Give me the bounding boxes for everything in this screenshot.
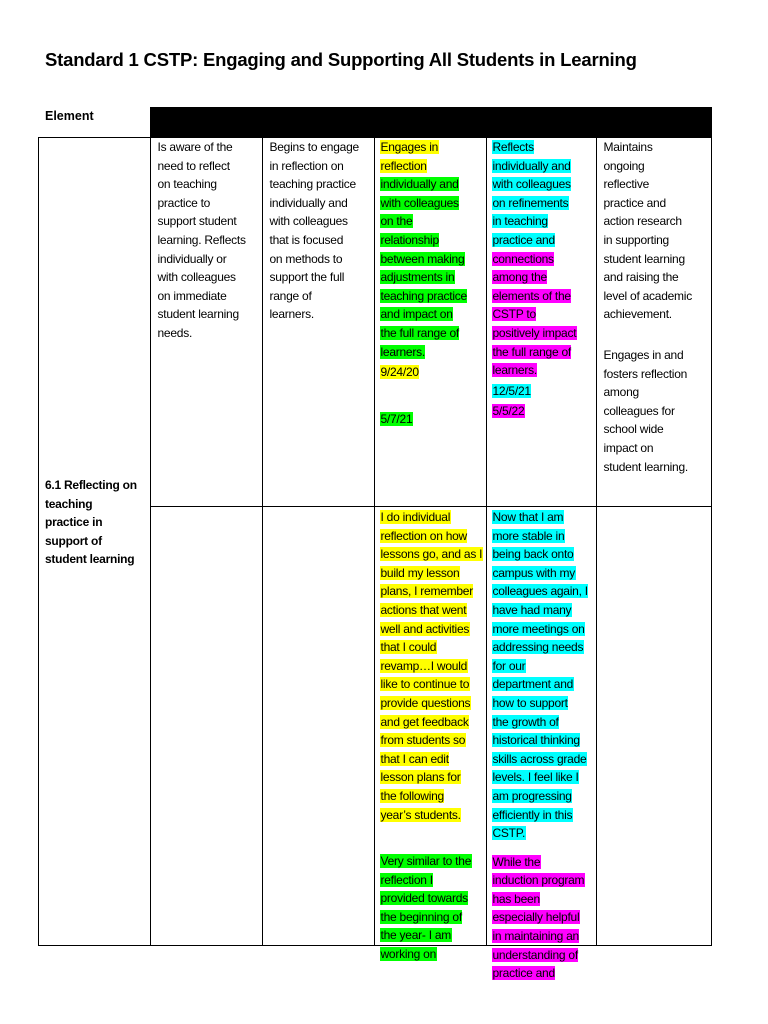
cyan-highlighted-text: on refinements: [492, 195, 569, 210]
text-line: [492, 601, 595, 620]
text-line: [492, 324, 595, 343]
text-line: [380, 787, 485, 806]
text-line: [380, 410, 485, 429]
green-highlighted-text: individually and: [380, 177, 459, 192]
text-line: [380, 157, 485, 176]
text-line: [492, 194, 595, 213]
text-line: [380, 638, 485, 657]
cell-text: range of: [269, 288, 312, 303]
text-line: [492, 175, 595, 194]
cell-text: learners.: [269, 307, 314, 322]
yellow-highlighted-text: reflection: [380, 158, 427, 173]
text-line: [603, 157, 710, 176]
text-line: [603, 194, 710, 213]
text-line: [380, 657, 485, 676]
cell-text: impact on: [603, 440, 654, 455]
text-line: [380, 138, 485, 157]
column-divider: [596, 137, 597, 946]
cell-text: with colleagues: [157, 270, 236, 285]
cyan-highlighted-text: skills across grade: [492, 751, 587, 766]
text-line: [603, 212, 710, 231]
text-line: [492, 620, 595, 639]
text-line: [380, 926, 485, 945]
cell-text: practice to: [157, 195, 211, 210]
text-line: [380, 750, 485, 769]
text-line: [380, 194, 485, 213]
green-highlighted-text: relationship: [380, 232, 439, 247]
green-highlighted-text: Very similar to the: [380, 854, 472, 869]
text-line: [492, 927, 595, 946]
green-highlighted-text: provided towards: [380, 891, 468, 906]
text-line: [492, 946, 595, 965]
text-line: [492, 287, 595, 306]
cell-text: that is focused: [269, 232, 344, 247]
text-line: [380, 713, 485, 732]
text-line: [492, 212, 595, 231]
text-line: [492, 713, 595, 732]
text-line: [603, 268, 710, 287]
yellow-highlighted-text: lessons go, and as I: [380, 547, 483, 562]
cyan-highlighted-text: addressing needs: [492, 640, 584, 655]
cyan-highlighted-text: practice and: [492, 232, 555, 247]
cell-text: student learning: [603, 251, 685, 266]
element-column-header: Element: [45, 109, 94, 123]
cyan-highlighted-text: levels. I feel like I: [492, 770, 579, 785]
text-line: [492, 343, 595, 362]
text-line: [492, 508, 595, 527]
cell-text: Engages in and: [603, 347, 684, 362]
text-line: [157, 305, 261, 324]
text-line: [492, 305, 595, 324]
cell-text: level of academic: [603, 288, 692, 303]
cyan-highlighted-text: in teaching: [492, 214, 548, 229]
text-line: [492, 806, 595, 825]
yellow-highlighted-text: that I can edit: [380, 751, 449, 766]
text-block: [492, 853, 595, 983]
text-line: [380, 231, 485, 250]
text-line: [603, 231, 710, 250]
text-line: [269, 287, 373, 306]
text-line: [380, 545, 485, 564]
level-4-evidence-cell: [492, 508, 595, 983]
element-label-line: student learning: [45, 552, 135, 567]
yellow-highlighted-text: 9/24/20: [380, 365, 419, 380]
text-line: [603, 138, 710, 157]
cell-text: support the full: [269, 270, 345, 285]
text-line: [380, 175, 485, 194]
text-line: [492, 731, 595, 750]
yellow-highlighted-text: and get feedback: [380, 714, 469, 729]
magenta-highlighted-text: learners.: [492, 363, 537, 378]
yellow-highlighted-text: Engages in: [380, 140, 439, 154]
text-line: [492, 545, 595, 564]
cell-text: in supporting: [603, 232, 669, 247]
yellow-highlighted-text: from students so: [380, 733, 466, 748]
magenta-highlighted-text: the full range of: [492, 344, 571, 359]
yellow-highlighted-text: provide questions: [380, 695, 471, 710]
column-divider: [486, 137, 487, 946]
green-highlighted-text: and impact on: [380, 307, 453, 322]
cyan-highlighted-text: how to support: [492, 695, 568, 710]
green-highlighted-text: the full range of: [380, 325, 459, 340]
text-line: [492, 675, 595, 694]
magenta-highlighted-text: in maintaining an: [492, 929, 579, 944]
cell-text: learning. Reflects: [157, 232, 246, 247]
text-line: [380, 620, 485, 639]
level-1-descriptor-cell: [157, 138, 261, 343]
text-block: [380, 363, 485, 382]
cyan-highlighted-text: have had many: [492, 602, 572, 617]
magenta-highlighted-text: understanding of: [492, 947, 578, 962]
text-line: [380, 768, 485, 787]
cell-text: individually and: [269, 195, 348, 210]
level-5-descriptor-cell: [603, 138, 710, 476]
green-highlighted-text: adjustments in: [380, 270, 455, 285]
yellow-highlighted-text: that I could: [380, 640, 437, 655]
text-block: [380, 852, 485, 964]
text-line: [380, 852, 485, 871]
element-label-line: support of: [45, 533, 102, 548]
cell-text: achievement.: [603, 307, 672, 322]
cyan-highlighted-text: more stable in: [492, 528, 565, 543]
text-line: [492, 787, 595, 806]
text-block: [492, 382, 595, 401]
text-line: [492, 268, 595, 287]
text-line: [157, 324, 261, 343]
cyan-highlighted-text: more meetings on: [492, 621, 585, 636]
text-line: [492, 250, 595, 269]
page-title: Standard 1 CSTP: Engaging and Supporting All Students in Learning: [45, 49, 637, 70]
text-line: [492, 402, 595, 421]
cell-text: ongoing: [603, 158, 645, 173]
text-line: [380, 908, 485, 927]
text-line: [603, 402, 710, 421]
text-line: [492, 361, 595, 380]
text-line: [603, 439, 710, 458]
text-line: [492, 582, 595, 601]
cell-text: individually or: [157, 251, 227, 266]
magenta-highlighted-text: practice and: [492, 966, 555, 981]
cell-text: practice and: [603, 195, 666, 210]
element-label-line: teaching: [45, 496, 93, 511]
green-highlighted-text: with colleagues: [380, 195, 459, 210]
cyan-highlighted-text: individually and: [492, 158, 571, 173]
magenta-highlighted-text: especially helpful: [492, 910, 580, 925]
green-highlighted-text: between making: [380, 251, 465, 266]
text-line: [603, 175, 710, 194]
text-line: [380, 601, 485, 620]
text-line: [603, 420, 710, 439]
text-line: [157, 212, 261, 231]
text-line: [603, 287, 710, 306]
text-line: [492, 908, 595, 927]
cyan-highlighted-text: historical thinking: [492, 733, 580, 748]
text-line: [380, 508, 485, 527]
text-line: [492, 231, 595, 250]
text-line: [380, 305, 485, 324]
element-label-line: practice in: [45, 515, 103, 530]
text-line: [603, 250, 710, 269]
level-3-evidence-cell: [380, 508, 485, 964]
cell-text: school wide: [603, 422, 664, 437]
text-line: [269, 212, 373, 231]
magenta-highlighted-text: among the: [492, 270, 547, 285]
text-line: [380, 343, 485, 362]
magenta-highlighted-text: While the: [492, 854, 541, 869]
element-cell: [45, 476, 147, 569]
text-line: [380, 582, 485, 601]
text-line: [492, 750, 595, 769]
text-line: [157, 250, 261, 269]
magenta-highlighted-text: positively impact: [492, 325, 577, 340]
cell-text: among: [603, 385, 639, 400]
yellow-highlighted-text: plans, I remember: [380, 584, 473, 599]
text-block: [380, 138, 485, 361]
table-bottom-border: [38, 945, 712, 946]
text-line: [492, 890, 595, 909]
cell-text: on methods to: [269, 251, 343, 266]
table-left-border: [38, 137, 39, 946]
cell-text: action research: [603, 214, 682, 229]
text-line: [380, 268, 485, 287]
text-line: [269, 231, 373, 250]
cyan-highlighted-text: am progressing: [492, 788, 572, 803]
cell-text: needs.: [157, 325, 193, 340]
text-line: [157, 231, 261, 250]
cell-text: on teaching: [157, 177, 217, 192]
cell-text: teaching practice: [269, 177, 356, 192]
cyan-highlighted-text: Reflects: [492, 140, 534, 154]
cell-text: support student: [157, 214, 237, 229]
green-highlighted-text: teaching practice: [380, 288, 467, 303]
text-line: [380, 250, 485, 269]
yellow-highlighted-text: revamp…I would: [380, 658, 468, 673]
magenta-highlighted-text: connections: [492, 251, 554, 266]
text-block: [157, 138, 261, 343]
text-line: [380, 363, 485, 382]
text-line: [492, 824, 595, 843]
yellow-highlighted-text: year’s students.: [380, 807, 461, 822]
yellow-highlighted-text: actions that went: [380, 602, 467, 617]
cell-text: on immediate: [157, 288, 227, 303]
cell-text: fosters reflection: [603, 366, 688, 381]
green-highlighted-text: the year- I am: [380, 928, 452, 943]
text-block: [492, 508, 595, 843]
green-highlighted-text: 5/7/21: [380, 411, 413, 426]
green-highlighted-text: the beginning of: [380, 909, 462, 924]
text-line: [157, 157, 261, 176]
text-line: [157, 268, 261, 287]
text-block: [603, 138, 710, 324]
green-highlighted-text: learners.: [380, 344, 425, 359]
yellow-highlighted-text: well and activities: [380, 621, 470, 636]
cyan-highlighted-text: campus with my: [492, 565, 576, 580]
text-line: [380, 324, 485, 343]
column-divider: [374, 137, 375, 946]
cell-text: need to reflect: [157, 158, 230, 173]
green-highlighted-text: reflection I: [380, 872, 433, 887]
text-line: [492, 157, 595, 176]
text-block: [603, 346, 710, 476]
green-highlighted-text: on the: [380, 214, 413, 229]
cyan-highlighted-text: 12/5/21: [492, 383, 531, 398]
text-block: [492, 402, 595, 421]
text-line: [492, 657, 595, 676]
text-line: [380, 287, 485, 306]
text-line: [492, 871, 595, 890]
text-line: [492, 694, 595, 713]
cell-text: Is aware of the: [157, 140, 233, 154]
text-line: [492, 853, 595, 872]
level-4-descriptor-cell: [492, 138, 595, 421]
text-line: [380, 694, 485, 713]
cyan-highlighted-text: department and: [492, 677, 574, 692]
column-divider: [150, 107, 151, 946]
cyan-highlighted-text: the growth of: [492, 714, 559, 729]
text-line: [269, 305, 373, 324]
cell-text: student learning.: [603, 459, 688, 474]
cell-text: student learning: [157, 307, 239, 322]
green-highlighted-text: working on: [380, 947, 437, 962]
text-block: [380, 410, 485, 429]
magenta-highlighted-text: has been: [492, 891, 540, 906]
cell-text: reflective: [603, 177, 650, 192]
text-line: [380, 889, 485, 908]
yellow-highlighted-text: like to continue to: [380, 677, 470, 692]
text-block: [492, 138, 595, 380]
text-line: [492, 768, 595, 787]
level-2-descriptor-cell: [269, 138, 373, 324]
text-block: [380, 508, 485, 824]
element-label-line: 6.1 Reflecting on: [45, 478, 137, 492]
text-line: [603, 458, 710, 477]
row-divider: [150, 506, 712, 507]
text-line: [380, 675, 485, 694]
text-line: [380, 806, 485, 825]
text-line: [157, 138, 261, 157]
magenta-highlighted-text: elements of the: [492, 288, 571, 303]
text-block: [269, 138, 373, 324]
cyan-highlighted-text: with colleagues: [492, 177, 571, 192]
cell-text: Begins to engage: [269, 140, 359, 154]
yellow-highlighted-text: lesson plans for: [380, 770, 461, 785]
table-right-border: [711, 107, 712, 946]
magenta-highlighted-text: CSTP to: [492, 307, 536, 322]
text-line: [492, 564, 595, 583]
cyan-highlighted-text: being back onto: [492, 547, 574, 562]
cyan-highlighted-text: efficiently in this: [492, 807, 573, 822]
text-line: [157, 287, 261, 306]
yellow-highlighted-text: the following: [380, 788, 444, 803]
text-line: [492, 964, 595, 983]
text-line: [603, 383, 710, 402]
cell-text: and raising the: [603, 270, 679, 285]
text-line: [380, 731, 485, 750]
cell-text: Maintains: [603, 140, 653, 154]
text-line: [157, 175, 261, 194]
level-3-descriptor-cell: [380, 138, 485, 428]
cyan-highlighted-text: for our: [492, 658, 526, 673]
text-line: [380, 945, 485, 964]
text-line: [492, 638, 595, 657]
text-line: [380, 527, 485, 546]
text-line: [492, 138, 595, 157]
text-line: [269, 175, 373, 194]
text-line: [603, 346, 710, 365]
yellow-highlighted-text: build my lesson: [380, 565, 460, 580]
text-line: [380, 212, 485, 231]
text-line: [380, 871, 485, 890]
magenta-highlighted-text: 5/5/22: [492, 404, 525, 419]
text-line: [157, 194, 261, 213]
text-line: [269, 138, 373, 157]
text-line: [269, 268, 373, 287]
column-divider: [262, 137, 263, 946]
cyan-highlighted-text: colleagues again, I: [492, 584, 588, 599]
yellow-highlighted-text: reflection on how: [380, 528, 467, 543]
cyan-highlighted-text: CSTP.: [492, 826, 526, 841]
text-line: [492, 382, 595, 401]
cyan-highlighted-text: Now that I am: [492, 510, 564, 524]
text-line: [269, 157, 373, 176]
cell-text: colleagues for: [603, 403, 675, 418]
yellow-highlighted-text: I do individual: [380, 510, 451, 524]
text-line: [492, 527, 595, 546]
text-line: [269, 250, 373, 269]
cell-text: with colleagues: [269, 214, 348, 229]
cell-text: in reflection on: [269, 158, 344, 173]
text-line: [269, 194, 373, 213]
text-line: [603, 365, 710, 384]
text-line: [380, 564, 485, 583]
text-line: [603, 305, 710, 324]
magenta-highlighted-text: induction program: [492, 873, 585, 888]
